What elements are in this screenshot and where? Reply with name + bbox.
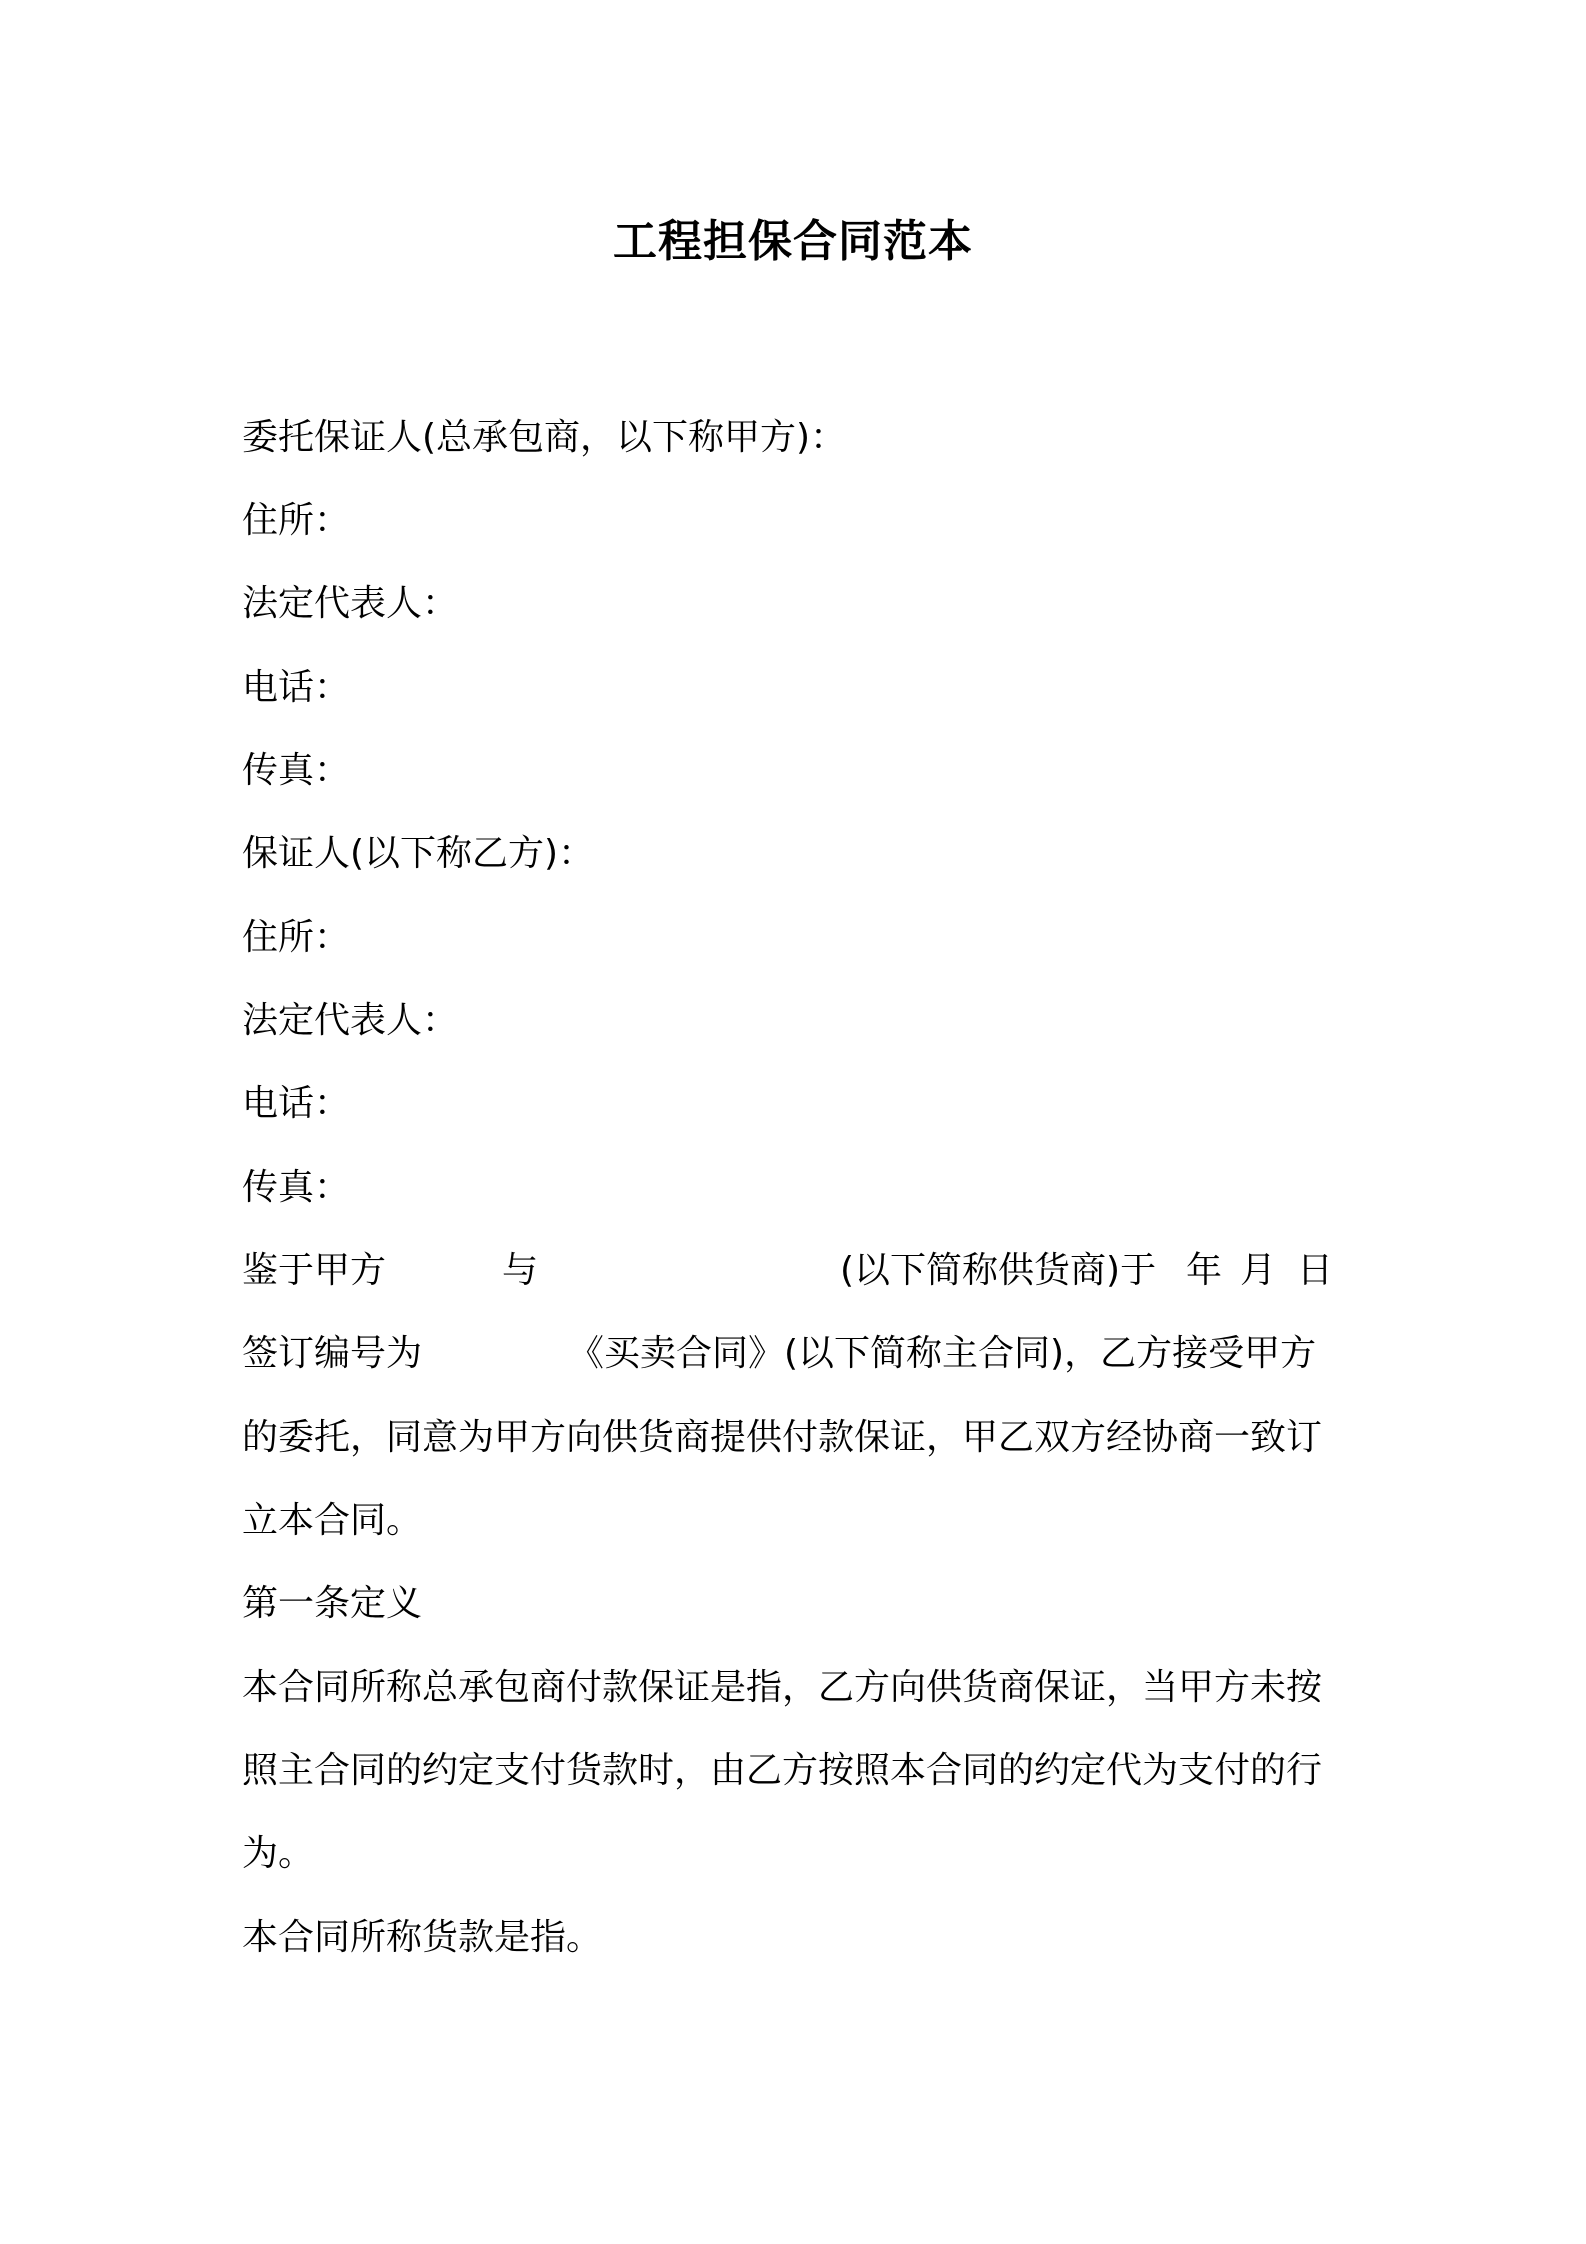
preamble-month: 月 [1240,1250,1277,1291]
article-1-para-1-line-1: 本合同所称总承包商付款保证是指，乙方向供货商保证，当甲方未按 [242,1667,1323,1708]
preamble-line-2-start: 签订编号为 [242,1333,423,1374]
article-1-heading: 第一条定义 [242,1583,423,1624]
preamble-line-1-supplier: (以下简称供货商)于 [840,1250,1157,1291]
document-title: 工程担保合同范本 [613,216,973,267]
preamble-line-4: 立本合同。 [242,1500,423,1541]
party-b-fax: 传真： [242,1167,351,1208]
article-1-para-1-line-2: 照主合同的约定支付货款时，由乙方按照本合同的约定代为支付的行 [242,1750,1323,1791]
preamble-line-3: 的委托，同意为甲方向供货商提供付款保证，甲乙双方经协商一致订 [242,1417,1323,1458]
preamble-year: 年 [1186,1250,1223,1291]
party-a-phone: 电话： [242,667,351,708]
party-a-address: 住所： [242,500,351,541]
party-b-heading: 保证人(以下称乙方)： [242,833,595,874]
party-a-fax: 传真： [242,750,351,791]
preamble-day: 日 [1297,1250,1334,1291]
preamble-line-1-start: 鉴于甲方 [242,1250,387,1291]
party-b-representative: 法定代表人： [242,1000,459,1041]
party-b-phone: 电话： [242,1083,351,1124]
party-a-representative: 法定代表人： [242,583,459,624]
preamble-line-1-with: 与 [502,1250,539,1291]
preamble-line-2-contract: 《买卖合同》(以下简称主合同)，乙方接受甲方 [568,1333,1317,1374]
article-1-para-1-line-3: 为。 [242,1833,315,1874]
party-b-address: 住所： [242,917,351,958]
party-a-heading: 委托保证人(总承包商，以下称甲方)： [242,417,847,458]
article-1-para-2: 本合同所称货款是指。 [242,1917,603,1958]
